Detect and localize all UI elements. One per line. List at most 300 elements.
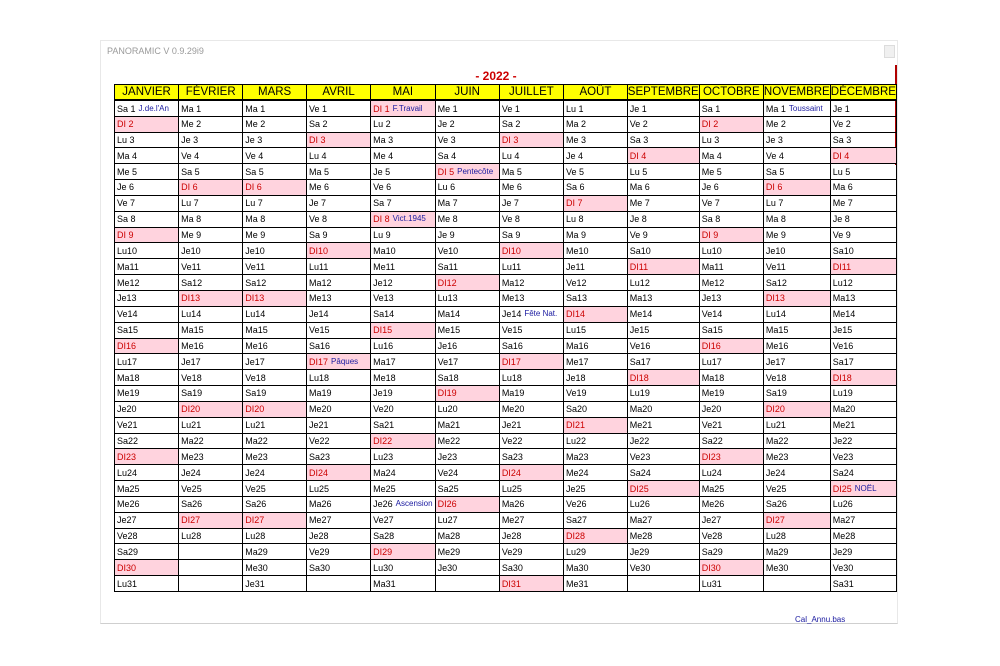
day-label: Je21 (309, 420, 329, 431)
day-label: Ve15 (501, 325, 523, 336)
day-cell (830, 322, 896, 338)
day-cell (115, 100, 179, 116)
day-cell (371, 512, 435, 528)
day-cell (371, 290, 435, 306)
day-cell (627, 386, 699, 402)
table-row (115, 164, 897, 180)
day-label: Lu 5 (832, 166, 851, 177)
day-label: Ma10 (373, 245, 396, 256)
holiday-label: Vict.1945 (392, 214, 426, 224)
day-label: Lu27 (437, 515, 458, 526)
day-cell (307, 148, 371, 164)
day-label: Lu 4 (501, 150, 520, 161)
day-label: Sa24 (629, 467, 651, 478)
day-label: Je22 (832, 435, 853, 446)
app-window (100, 40, 898, 624)
day-label: Me18 (373, 372, 396, 383)
day-cell (830, 481, 896, 497)
day-cell (627, 195, 699, 211)
day-cell (564, 528, 628, 544)
day-cell (564, 100, 628, 116)
day-cell (307, 354, 371, 370)
day-label: Me14 (832, 309, 856, 320)
day-label: Me12 (117, 277, 140, 288)
day-label: Lu 8 (566, 214, 584, 225)
day-label: Sa26 (245, 499, 267, 510)
day-label: Sa15 (117, 325, 139, 336)
day-cell (699, 496, 763, 512)
day-label: Lu25 (309, 483, 330, 494)
day-label: Je28 (309, 531, 329, 542)
day-cell (115, 148, 179, 164)
day-label: Sa13 (566, 293, 588, 304)
day-cell (243, 370, 307, 386)
day-cell (699, 259, 763, 275)
day-cell (435, 195, 499, 211)
table-row (115, 132, 897, 148)
day-cell (499, 306, 563, 322)
day-cell (763, 338, 830, 354)
day-label: Je10 (181, 245, 201, 256)
day-label: Me17 (566, 356, 589, 367)
day-cell (763, 148, 830, 164)
day-cell (499, 481, 563, 497)
day-label: Lu 4 (309, 150, 327, 161)
day-label: Sa24 (832, 467, 854, 478)
day-label: Lu 7 (245, 198, 263, 209)
day-cell (115, 496, 179, 512)
day-label: Sa12 (765, 277, 787, 288)
day-label: Me20 (309, 404, 332, 415)
day-cell (763, 449, 830, 465)
day-label: Je25 (566, 483, 586, 494)
table-row (115, 227, 897, 243)
close-button[interactable] (884, 45, 895, 58)
day-cell (699, 132, 763, 148)
day-label: Je31 (245, 578, 265, 589)
day-label: Me 2 (245, 119, 266, 130)
day-cell (115, 211, 179, 227)
day-cell (499, 259, 563, 275)
day-label: Ve 9 (832, 230, 851, 241)
holiday-label: F.Travail (392, 103, 423, 113)
day-label: Lu17 (701, 356, 722, 367)
day-label: Ve16 (832, 340, 854, 351)
day-cell (763, 465, 830, 481)
day-label: Sa29 (701, 546, 723, 557)
day-label: Sa 2 (309, 119, 328, 130)
day-label: Je19 (373, 388, 393, 399)
day-label: Ve28 (117, 531, 138, 542)
day-cell (307, 512, 371, 528)
day-label: Sa 5 (245, 166, 264, 177)
day-cell (699, 544, 763, 560)
day-cell (627, 417, 699, 433)
day-cell (371, 370, 435, 386)
day-cell (371, 116, 435, 132)
day-label: Ma31 (373, 578, 396, 589)
day-label: Sa19 (181, 388, 203, 399)
day-cell (499, 433, 563, 449)
day-label: Ve25 (765, 483, 787, 494)
day-label: Ma24 (373, 467, 396, 478)
day-label: Je 9 (437, 230, 455, 241)
day-cell (699, 433, 763, 449)
day-cell (830, 496, 896, 512)
day-label: Ve18 (765, 372, 787, 383)
day-label: Me12 (701, 277, 725, 288)
day-cell (435, 481, 499, 497)
day-cell (179, 465, 243, 481)
day-cell (699, 243, 763, 259)
day-label: Ma20 (629, 404, 653, 415)
day-label: Je15 (832, 325, 853, 336)
day-label: Je14 (309, 309, 329, 320)
day-label: Lu26 (629, 499, 650, 510)
day-cell (307, 306, 371, 322)
day-label: DI12 (437, 277, 457, 288)
day-cell (564, 275, 628, 291)
day-cell (243, 401, 307, 417)
day-cell (243, 354, 307, 370)
day-cell (499, 132, 563, 148)
day-cell (564, 417, 628, 433)
day-cell (830, 116, 896, 132)
day-cell (830, 180, 896, 196)
holiday-label: Fête Nat. (524, 309, 558, 319)
day-cell (179, 322, 243, 338)
day-cell (435, 433, 499, 449)
day-label: DI17 (309, 356, 329, 367)
day-cell (499, 354, 563, 370)
table-row (115, 417, 897, 433)
day-label: Lu19 (629, 388, 650, 399)
day-label: Je 4 (566, 150, 584, 161)
day-label: Sa10 (832, 245, 854, 256)
day-label: Je13 (701, 293, 722, 304)
day-label: Ma 4 (701, 150, 722, 161)
day-label: Ve14 (701, 309, 723, 320)
day-label: Je17 (765, 356, 786, 367)
table-row (115, 481, 897, 497)
day-label: Me 7 (629, 198, 650, 209)
day-label: Ve10 (437, 245, 459, 256)
empty-cell (179, 544, 243, 560)
day-label: Ma 9 (566, 230, 587, 241)
day-cell (371, 259, 435, 275)
day-cell (499, 560, 563, 576)
day-label: DI23 (701, 451, 721, 462)
day-label: DI 9 (701, 230, 719, 241)
day-cell (763, 354, 830, 370)
day-label: Je 2 (437, 119, 455, 130)
day-cell (699, 449, 763, 465)
day-cell (627, 481, 699, 497)
day-label: Me29 (437, 546, 461, 557)
day-label: Sa23 (501, 451, 523, 462)
day-label: Lu31 (701, 578, 722, 589)
day-label: Sa25 (437, 483, 459, 494)
day-label: Je17 (245, 356, 265, 367)
day-label: Me 8 (437, 214, 458, 225)
day-cell (307, 465, 371, 481)
day-cell (371, 195, 435, 211)
table-row (115, 401, 897, 417)
day-label: Sa22 (117, 435, 139, 446)
table-row (115, 560, 897, 576)
table-row (115, 354, 897, 370)
day-label: DI 4 (832, 150, 850, 161)
day-cell (564, 465, 628, 481)
day-cell (564, 243, 628, 259)
day-cell (179, 100, 243, 116)
day-cell (699, 148, 763, 164)
day-cell (499, 401, 563, 417)
holiday-label: Pentecôte (457, 166, 494, 176)
day-label: Ma27 (629, 515, 653, 526)
day-label: Me15 (437, 325, 461, 336)
day-label: Lu19 (832, 388, 853, 399)
day-cell (307, 243, 371, 259)
table-row (115, 195, 897, 211)
day-label: DI31 (501, 578, 521, 589)
day-cell (115, 164, 179, 180)
day-label: Lu20 (437, 404, 458, 415)
day-label: DI23 (117, 451, 137, 462)
day-label: Me31 (566, 578, 589, 589)
table-row (115, 116, 897, 132)
day-label: Ma 4 (117, 150, 138, 161)
day-label: Me 5 (701, 166, 722, 177)
day-label: Ve30 (832, 562, 854, 573)
day-label: Sa 1 (701, 103, 721, 114)
day-label: Me 2 (181, 119, 202, 130)
day-cell (243, 243, 307, 259)
day-cell (307, 211, 371, 227)
day-cell (763, 433, 830, 449)
day-cell (564, 386, 628, 402)
day-cell (830, 544, 896, 560)
day-cell (115, 386, 179, 402)
day-cell (179, 354, 243, 370)
day-cell (307, 259, 371, 275)
day-cell (115, 560, 179, 576)
month-header-11: DÉCEMBRE (830, 85, 896, 101)
day-cell (435, 512, 499, 528)
day-label: Ma 5 (309, 166, 330, 177)
holiday-label: NOËL (854, 483, 877, 493)
day-cell (435, 164, 499, 180)
day-label: Me23 (765, 451, 789, 462)
day-cell (435, 417, 499, 433)
day-cell (243, 386, 307, 402)
day-cell (499, 417, 563, 433)
day-cell (435, 386, 499, 402)
day-label: Lu24 (117, 467, 138, 478)
day-label: Ma 2 (566, 119, 587, 130)
day-cell (179, 259, 243, 275)
day-label: Ma25 (701, 483, 725, 494)
day-cell (627, 354, 699, 370)
day-label: Sa11 (437, 261, 458, 272)
day-cell (115, 417, 179, 433)
day-label: DI 9 (117, 230, 134, 241)
day-cell (179, 528, 243, 544)
day-cell (830, 386, 896, 402)
day-label: Ve 2 (832, 119, 851, 130)
day-label: Lu14 (765, 309, 786, 320)
day-label: DI16 (701, 340, 721, 351)
table-row (115, 386, 897, 402)
day-label: Ve 5 (566, 166, 585, 177)
table-row (115, 180, 897, 196)
day-cell (371, 449, 435, 465)
day-cell (564, 433, 628, 449)
day-cell (699, 116, 763, 132)
day-cell (763, 180, 830, 196)
day-label: Je 3 (245, 134, 263, 145)
day-cell (830, 306, 896, 322)
day-label: Ma 1 (181, 103, 202, 114)
day-cell (115, 433, 179, 449)
day-cell (371, 528, 435, 544)
day-label: Je24 (181, 467, 201, 478)
day-cell (371, 100, 435, 116)
day-label: Lu 5 (629, 166, 648, 177)
day-label: Je21 (501, 420, 522, 431)
day-label: Ma13 (832, 293, 856, 304)
day-label: Me28 (832, 531, 856, 542)
day-label: Ma15 (181, 325, 204, 336)
day-cell (307, 100, 371, 116)
day-cell (499, 243, 563, 259)
day-cell (830, 370, 896, 386)
day-cell (307, 401, 371, 417)
day-cell (435, 259, 499, 275)
day-cell (371, 164, 435, 180)
day-cell (179, 148, 243, 164)
day-label: Sa16 (501, 340, 523, 351)
day-label: Sa30 (309, 562, 331, 573)
day-label: Sa 3 (832, 134, 852, 145)
day-cell (627, 148, 699, 164)
day-cell (115, 195, 179, 211)
table-row (115, 528, 897, 544)
month-header-7: AOÛT (564, 85, 628, 101)
table-row (115, 148, 897, 164)
day-cell (627, 433, 699, 449)
day-cell (115, 290, 179, 306)
day-cell (179, 496, 243, 512)
day-label: Lu 9 (373, 230, 391, 241)
day-label: Me 3 (566, 134, 587, 145)
day-cell (830, 401, 896, 417)
day-label: Me23 (181, 451, 204, 462)
day-cell (627, 306, 699, 322)
day-label: Ve 4 (765, 150, 784, 161)
day-cell (763, 195, 830, 211)
day-cell (435, 116, 499, 132)
day-cell (564, 354, 628, 370)
day-label: DI20 (181, 404, 201, 415)
day-label: Me 6 (501, 182, 522, 193)
source-file-label: Cal_Annu.bas (795, 615, 846, 624)
day-cell (435, 528, 499, 544)
day-cell (243, 449, 307, 465)
day-cell (179, 306, 243, 322)
day-cell (499, 211, 563, 227)
day-cell (627, 227, 699, 243)
day-cell (307, 417, 371, 433)
day-label: Ve12 (566, 277, 587, 288)
day-cell (179, 180, 243, 196)
day-label: Lu26 (832, 499, 853, 510)
day-label: Lu15 (566, 325, 587, 336)
day-cell (699, 306, 763, 322)
day-label: Ve29 (309, 546, 330, 557)
day-cell (307, 290, 371, 306)
table-row (115, 544, 897, 560)
day-label: Ve24 (437, 467, 459, 478)
day-label: Je29 (629, 546, 650, 557)
day-cell (243, 322, 307, 338)
day-label: Ma22 (765, 435, 789, 446)
day-cell (371, 306, 435, 322)
day-cell (243, 576, 307, 592)
day-label: Me20 (501, 404, 525, 415)
day-label: Ma 7 (437, 198, 458, 209)
day-cell (763, 544, 830, 560)
day-cell (243, 148, 307, 164)
day-cell (699, 512, 763, 528)
day-label: Ve22 (309, 435, 330, 446)
day-cell (763, 306, 830, 322)
month-header-6: JUILLET (499, 85, 563, 101)
month-header-2: MARS (243, 85, 307, 101)
day-cell (564, 449, 628, 465)
day-cell (243, 544, 307, 560)
day-label: DI15 (373, 325, 393, 336)
day-cell (830, 132, 896, 148)
day-cell (763, 275, 830, 291)
day-cell (435, 100, 499, 116)
day-label: Me 5 (117, 166, 138, 177)
day-cell (499, 496, 563, 512)
day-cell (499, 338, 563, 354)
day-cell (435, 401, 499, 417)
day-cell (371, 132, 435, 148)
day-cell (179, 386, 243, 402)
day-cell (371, 243, 435, 259)
day-cell (830, 227, 896, 243)
day-label: Sa 8 (701, 214, 721, 225)
day-cell (115, 576, 179, 592)
day-cell (564, 560, 628, 576)
day-label: Ve11 (765, 261, 786, 272)
day-label: Je14 (501, 309, 522, 320)
day-cell (830, 433, 896, 449)
day-label: Ma 1 (765, 103, 786, 114)
day-label: DI20 (765, 404, 785, 415)
day-label: Je26 (373, 499, 393, 510)
day-label: DI24 (501, 467, 521, 478)
day-cell (699, 528, 763, 544)
day-cell (763, 116, 830, 132)
day-label: Me13 (309, 293, 332, 304)
day-cell (243, 132, 307, 148)
day-label: Ma 8 (765, 214, 786, 225)
day-label: Ve11 (245, 261, 266, 272)
